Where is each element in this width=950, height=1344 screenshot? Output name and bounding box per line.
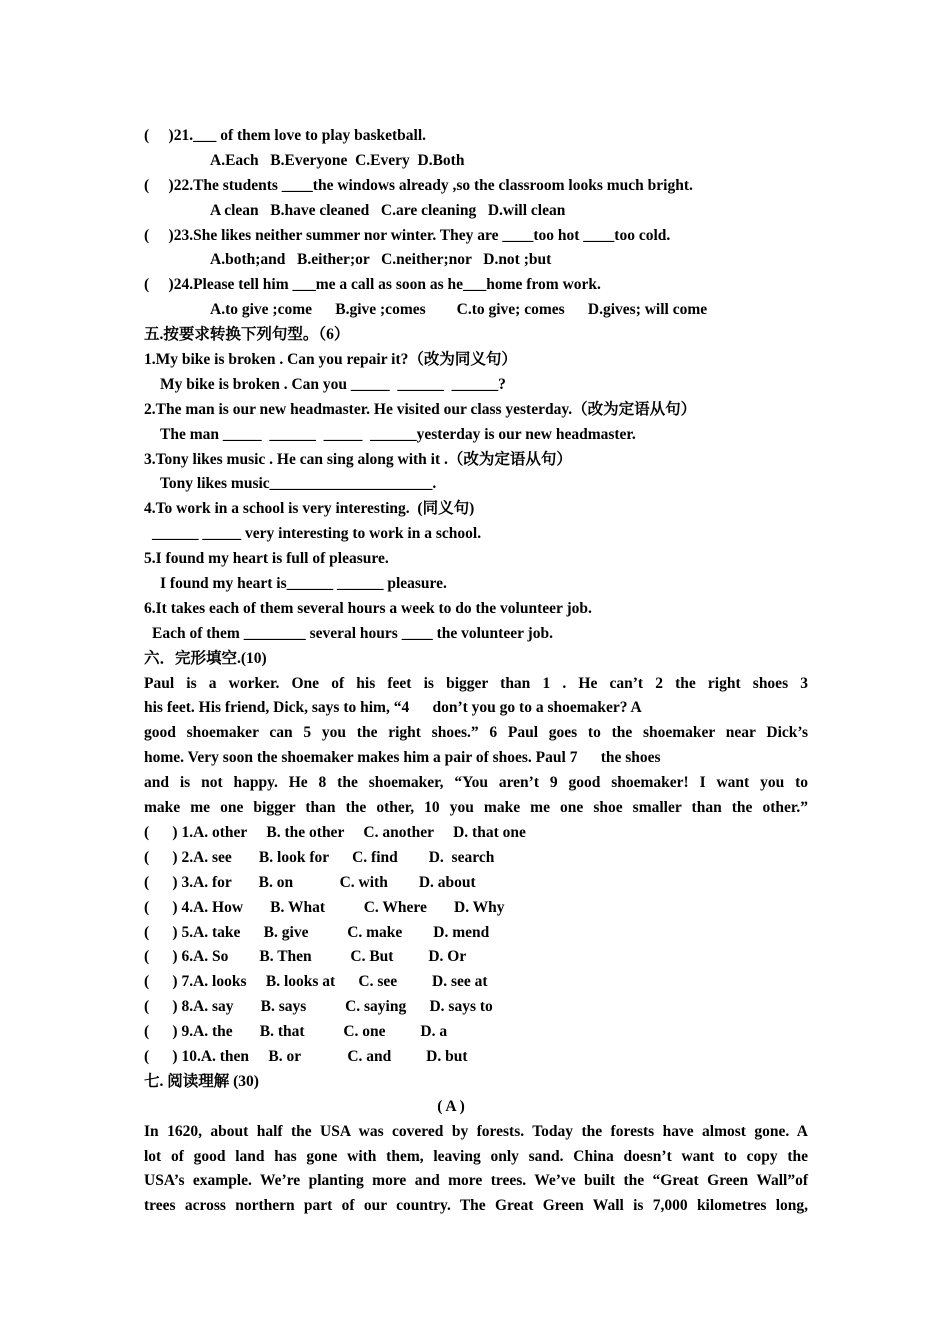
passage-line: his feet. His friend, Dick, says to him, “4 don’t you go to a shoemaker? A <box>144 699 642 717</box>
cloze-passage <box>144 672 808 821</box>
question-options: A.both;and B.either;or C.neither;nor D.not ;but <box>210 251 552 269</box>
passage-line: and is not happy. He 8 the shoemaker, “You aren’t 9 good shoemaker! I want you to <box>144 774 808 792</box>
transform-item-1 <box>144 348 808 398</box>
question-text: ( )23.She likes neither summer nor winter. They are ____too hot ____too cold. <box>144 226 671 244</box>
cloze-choice-row: ( ) 7.A. looks B. looks at C. see D. see at <box>144 973 488 991</box>
passage-line: USA’s example. We’re planting more and more trees. We’ve built the “Great Green Wall”of <box>144 1172 808 1190</box>
question-text: ( )24.Please tell him ___me a call as soon as he___home from work. <box>144 276 601 294</box>
cloze-choice-row: ( ) 5.A. take B. give C. make D. mend <box>144 923 490 941</box>
cloze-choice-row: ( ) 2.A. see B. look for C. find D. search <box>144 848 495 866</box>
transform-prompt: 2.The man is our new headmaster. He visited our class yesterday.（改为定语从句） <box>144 400 697 418</box>
transform-answer: ______ _____ very interesting to work in a school. <box>152 525 482 543</box>
passage-line: home. Very soon the shoemaker makes him a pair of shoes. Paul 7 the shoes <box>144 749 661 767</box>
question-options: A.Each B.Everyone C.Every D.Both <box>210 151 465 169</box>
cloze-choices <box>144 821 808 1070</box>
transform-prompt: 6.It takes each of them several hours a week to do the volunteer job. <box>144 599 592 617</box>
question-text: ( )21.___ of them love to play basketball. <box>144 127 427 144</box>
transform-item-2 <box>144 398 808 448</box>
transform-answer: The man _____ ______ _____ ______yesterday is our new headmaster. <box>160 425 636 443</box>
reading-passage <box>144 1120 808 1220</box>
transform-prompt: 3.Tony likes music . He can sing along with it .（改为定语从句） <box>144 450 572 468</box>
question-text: ( )22.The students ____the windows already ,so the classroom looks much bright. <box>144 176 693 194</box>
cloze-choice-row: ( ) 8.A. say B. says C. saying D. says to <box>144 998 493 1016</box>
transform-item-4 <box>144 497 808 547</box>
section-5-heading: 五.按要求转换下列句型。（6） <box>144 326 350 344</box>
cloze-choice-row: ( ) 3.A. for B. on C. with D. about <box>144 873 476 891</box>
worksheet-page <box>144 124 808 1219</box>
question-22 <box>144 174 808 224</box>
cloze-choice-row: ( ) 6.A. So B. Then C. But D. Or <box>144 948 467 966</box>
passage-line: trees across northern part of our country. The Great Green Wall is 7,000 kilometres long, <box>144 1197 808 1215</box>
question-options: A clean B.have cleaned C.are cleaning D.will clean <box>210 201 566 219</box>
transform-item-5 <box>144 547 808 597</box>
passage-line: good shoemaker can 5 you the right shoes.” 6 Paul goes to the shoemaker near Dick’s <box>144 724 808 742</box>
transform-prompt: 1.My bike is broken . Can you repair it?（改为同义句） <box>144 351 517 369</box>
transform-prompt: 4.To work in a school is very interesting. (同义句) <box>144 500 475 518</box>
cloze-choice-row: ( ) 4.A. How B. What C. Where D. Why <box>144 898 505 916</box>
transform-item-6 <box>144 597 808 647</box>
passage-line: In 1620, about half the USA was covered by forests. Today the forests have almost gone. A <box>144 1122 808 1140</box>
passage-part-label: ( A ) <box>437 1097 465 1115</box>
transform-answer: Tony likes music_____________________. <box>160 475 437 493</box>
transform-answer: My bike is broken . Can you _____ ______ ______? <box>160 375 506 393</box>
question-24 <box>144 273 808 323</box>
section-6-heading: 六．完形填空.(10) <box>144 649 267 667</box>
passage-line: Paul is a worker. One of his feet is bigger than 1 . He can’t 2 the right shoes 3 <box>144 674 808 692</box>
question-23 <box>144 224 808 274</box>
section-7-heading: 七. 阅读理解 (30) <box>144 1072 259 1090</box>
transform-answer: Each of them ________ several hours ____ the volunteer job. <box>152 624 553 642</box>
transform-prompt: 5.I found my heart is full of pleasure. <box>144 550 389 568</box>
passage-line: lot of good land has gone with them, leaving only sand. China doesn’t want to copy the <box>144 1147 808 1165</box>
question-21 <box>144 124 808 174</box>
passage-line: make me one bigger than the other, 10 you make me one shoe smaller than the other.” <box>144 799 808 817</box>
cloze-choice-row: ( ) 10.A. then B. or C. and D. but <box>144 1047 468 1065</box>
transform-answer: I found my heart is______ ______ pleasure. <box>160 575 447 593</box>
cloze-choice-row: ( ) 9.A. the B. that C. one D. a <box>144 1023 448 1041</box>
transform-item-3 <box>144 448 808 498</box>
question-options: A.to give ;come B.give ;comes C.to give; comes D.gives; will come <box>210 301 708 319</box>
cloze-choice-row: ( ) 1.A. other B. the other C. another D. that one <box>144 823 526 841</box>
